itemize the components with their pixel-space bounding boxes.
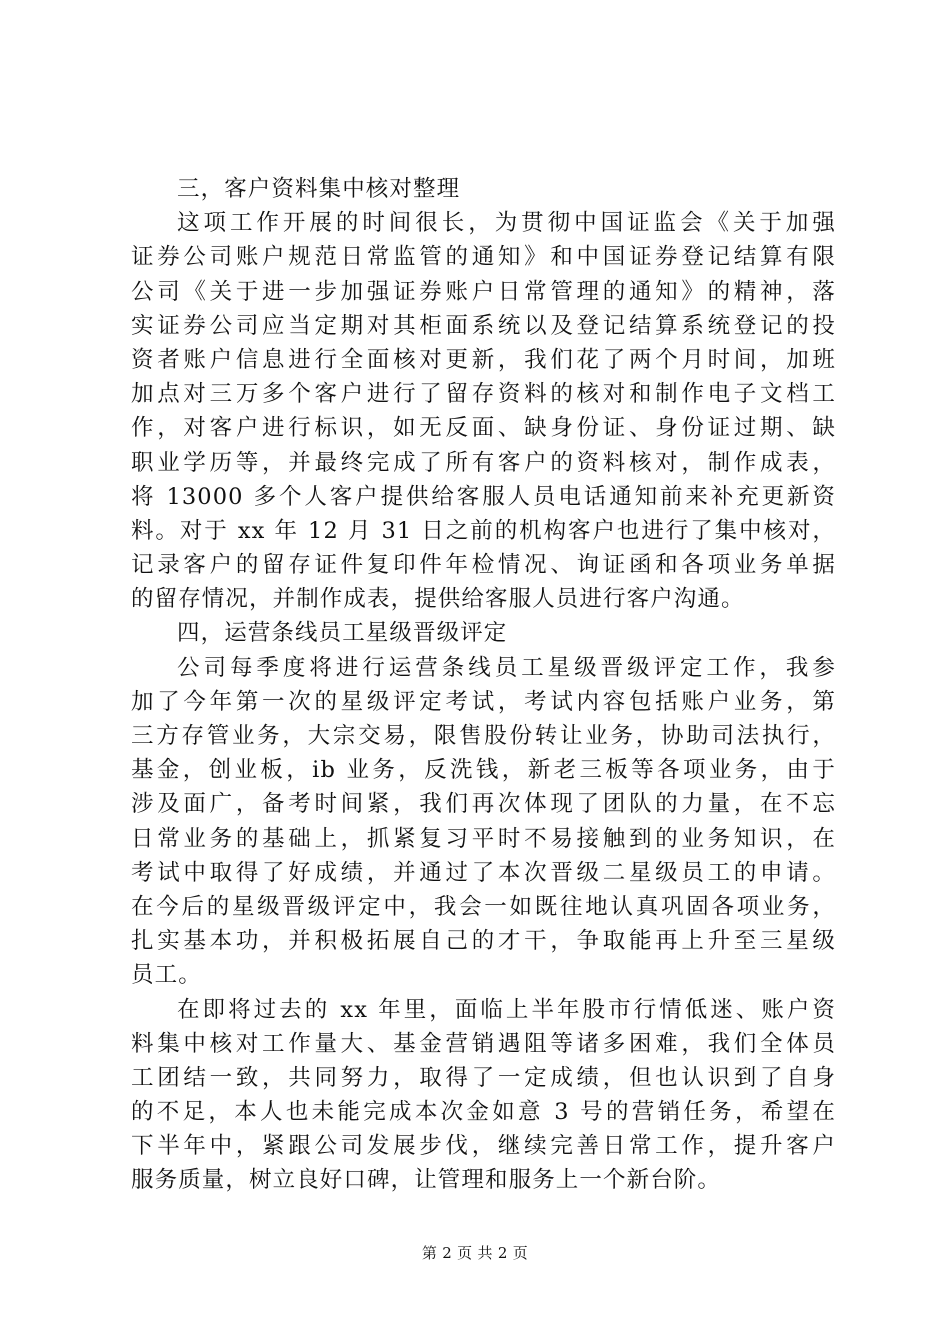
paragraph-line: 的留存情况，并制作成表，提供给客服人员进行客户沟通。 (131, 586, 745, 613)
paragraph-line: 作，对客户进行标识，如无反面、缺身份证、身份证过期、缺 (131, 415, 836, 442)
paragraph-line: 三方存管业务，大宗交易，限售股份转让业务，协助司法执行， (131, 723, 836, 749)
paragraph-line: 工团结一致，共同努力，取得了一定成绩，但也认识到了自身 (131, 1064, 836, 1091)
paragraph-line: 扎实基本功，并积极拓展自己的才干，争取能再上升至三星级 (131, 928, 836, 955)
paragraph-line: 基金，创业板，ib 业务，反洗钱，新老三板等各项业务，由于 (131, 757, 836, 784)
paragraph-line: 在今后的星级晋级评定中，我会一如既往地认真巩固各项业务， (131, 893, 836, 920)
page-number: 第 2 页 共 2 页 (421, 1244, 529, 1262)
paragraph-line: 日常业务的基础上，抓紧复习平时不易接触到的业务知识，在 (131, 825, 836, 852)
paragraph-line: 料集中核对工作量大、基金营销遇阻等诸多困难，我们全体员 (131, 1030, 836, 1057)
paragraph-line: 实证券公司应当定期对其柜面系统以及登记结算系统登记的投 (131, 312, 836, 339)
paragraph-line: 加了今年第一次的星级评定考试，考试内容包括账户业务，第 (131, 688, 836, 715)
paragraph-line: 的不足，本人也未能完成本次金如意 3 号的营销任务，希望在 (131, 1099, 836, 1126)
paragraph-line: 记录客户的留存证件复印件年检情况、询证函和各项业务单据 (131, 552, 836, 579)
paragraph-line: 考试中取得了好成绩，并通过了本次晋级二星级员工的申请。 (131, 859, 836, 886)
paragraph-line: 公司每季度将进行运营条线员工星级晋级评定工作，我参 (177, 654, 836, 681)
paragraph-line: 这项工作开展的时间很长，为贯彻中国证监会《关于加强 (177, 210, 836, 237)
section-heading: 四，运营条线员工星级晋级评定 (177, 620, 508, 647)
paragraph-line: 涉及面广，备考时间紧，我们再次体现了团队的力量，在不忘 (131, 791, 836, 818)
paragraph-line: 员工。 (131, 962, 202, 989)
paragraph-line: 下半年中，紧跟公司发展步伐，继续完善日常工作，提升客户 (131, 1133, 836, 1160)
paragraph-line: 在即将过去的 xx 年里，面临上半年股市行情低迷、账户资 (177, 996, 836, 1023)
paragraph-line: 职业学历等，并最终完成了所有客户的资料核对，制作成表， (131, 449, 836, 476)
paragraph-line: 料。对于 xx 年 12 月 31 日之前的机构客户也进行了集中核对， (131, 517, 836, 544)
paragraph-line: 将 13000 多个人客户提供给客服人员电话通知前来补充更新资 (131, 483, 836, 510)
paragraph-line: 资者账户信息进行全面核对更新，我们花了两个月时间，加班 (131, 346, 836, 373)
section-heading: 三，客户资料集中核对整理 (177, 176, 461, 202)
paragraph-line: 证券公司账户规范日常监管的通知》和中国证券登记结算有限 (131, 244, 836, 271)
paragraph-line: 公司《关于进一步加强证券账户日常管理的通知》的精神，落 (131, 278, 836, 305)
paragraph-line: 加点对三万多个客户进行了留存资料的核对和制作电子文档工 (131, 381, 836, 408)
document-body (131, 172, 836, 1198)
paragraph-line: 服务质量，树立良好口碑，让管理和服务上一个新台阶。 (131, 1167, 722, 1194)
